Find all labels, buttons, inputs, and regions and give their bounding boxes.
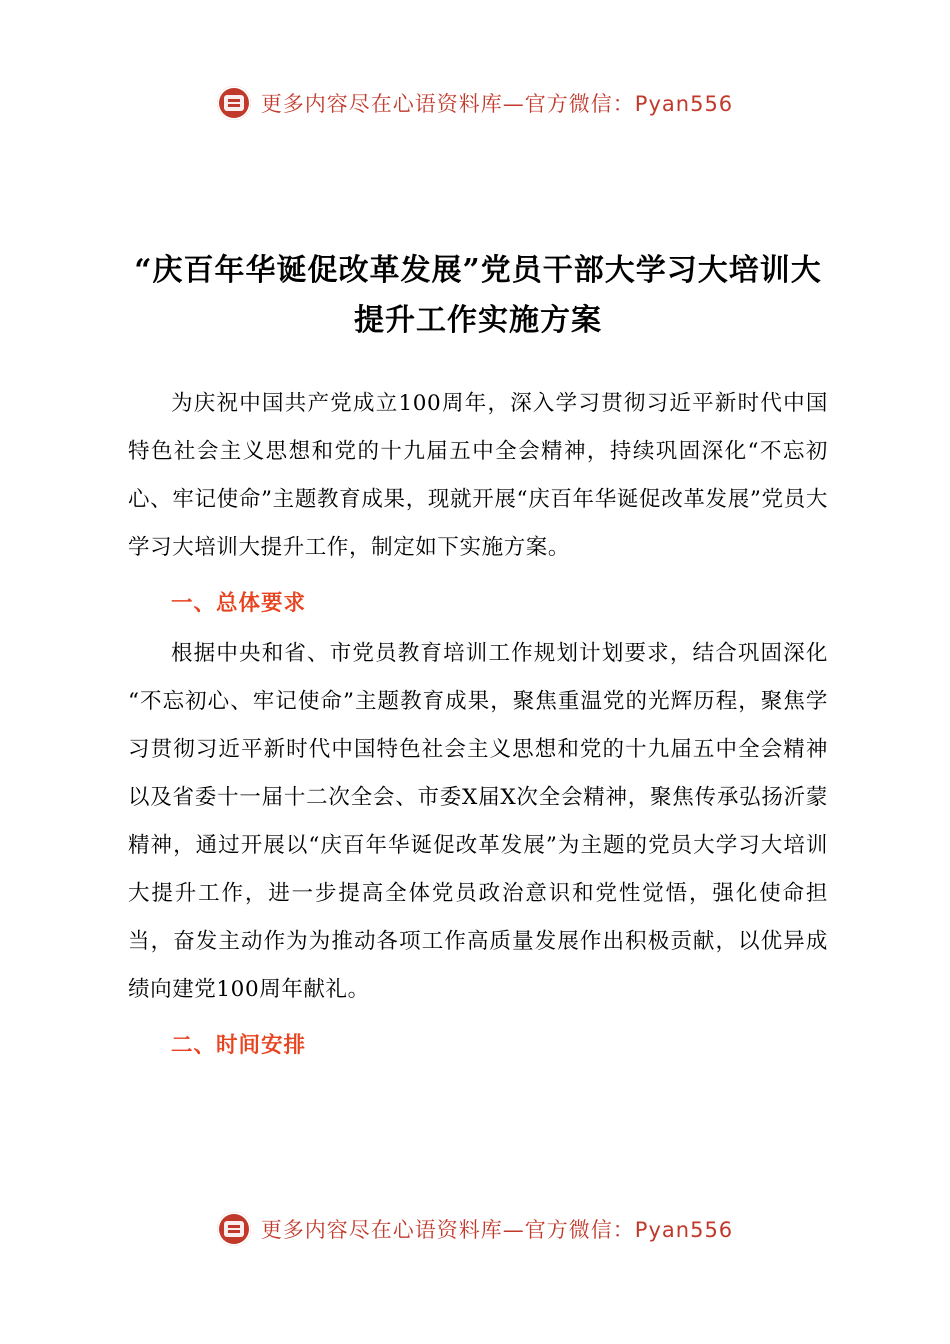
watermark-bottom [0, 1212, 950, 1246]
watermark-top [0, 86, 950, 120]
page-title: “庆百年华诞促改革发展”党员干部大学习大培训大提升工作实施方案 [134, 253, 822, 338]
watermark-text: 更多内容尽在心语资料库—官方微信：Pyan556 [260, 1218, 734, 1242]
section-heading-overall-requirements: 一、总体要求 [171, 591, 307, 616]
book-circle-icon [217, 86, 251, 120]
section-heading-schedule: 二、时间安排 [171, 1033, 307, 1058]
watermark-text: 更多内容尽在心语资料库—官方微信：Pyan556 [260, 92, 734, 116]
paragraph-intro: 为庆祝中国共产党成立100周年，深入学习贯彻习近平新时代中国特色社会主义思想和党的十九届五中全会精神，持续巩固深化“不忘初心、牢记使命”主题教育成果，现就开展“庆百年华诞促改革发展”党员大学习大培训大提升工作，制定如下实施方案。 [128, 391, 828, 560]
book-circle-icon [217, 1212, 251, 1246]
paragraph-overall-requirements: 根据中央和省、市党员教育培训工作规划计划要求，结合巩固深化“不忘初心、牢记使命”主题教育成果，聚焦重温党的光辉历程，聚焦学习贯彻习近平新时代中国特色社会主义思想和党的十九届五中全会精神以及省委十一届十二次全会、市委X届X次全会精神，聚焦传承弘扬沂蒙精神，通过开展以“庆百年华诞促改革发展”为主题的党员大学习大培训大提升工作，进一步提高全体党员政治意识和党性觉悟，强化使命担当，奋发主动作为为推动各项工作高质量发展作出积极贡献，以优异成绩向建党100周年献礼。 [128, 641, 828, 1002]
document-body [128, 246, 828, 1072]
